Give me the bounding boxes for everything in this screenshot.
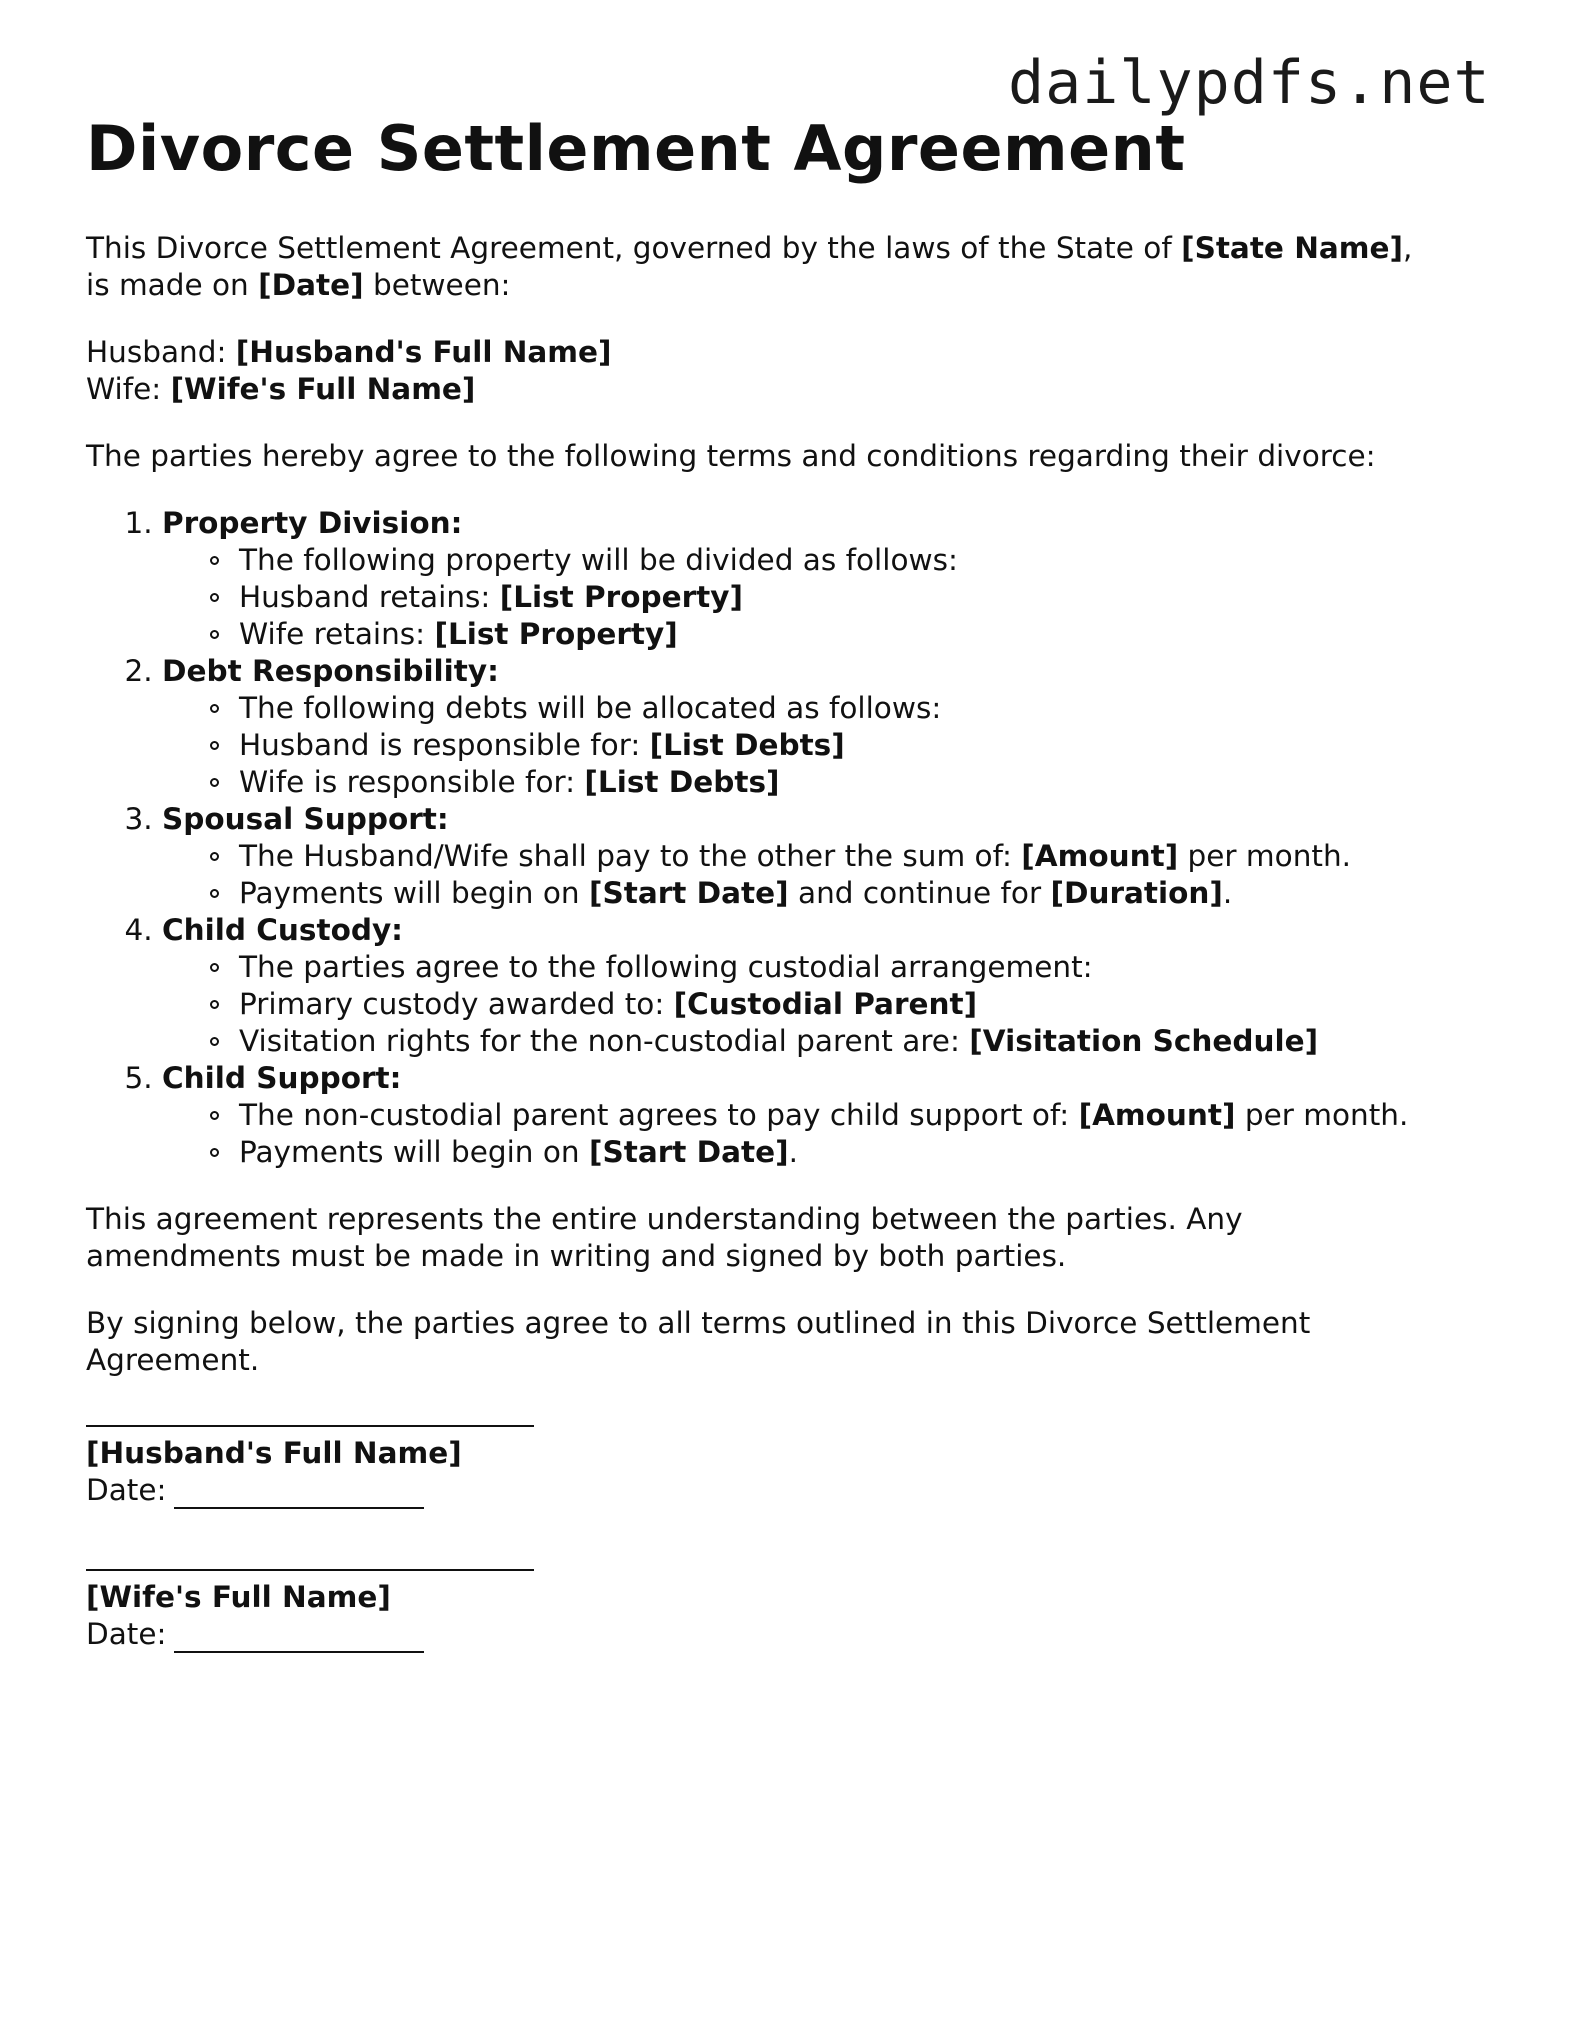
bullet-icon: [210, 778, 219, 787]
intro-paragraph: This Divorce Settlement Agreement, governed by the laws of the State of [State Name], is made on [Date] between:: [86, 231, 1413, 302]
list-item: The following property will be divided as follows:: [162, 542, 1506, 579]
wife-signature-block: [86, 1569, 1506, 1653]
bullet-icon: [210, 704, 219, 713]
wife-name-placeholder: [Wife's Full Name]: [170, 372, 476, 406]
term-debt-responsibility: [162, 653, 1506, 801]
list-item: The Husband/Wife shall pay to the other the sum of: [Amount] per month.: [162, 838, 1506, 875]
list-item: The parties agree to the following custodial arrangement:: [162, 949, 1506, 986]
term-spousal-support: [162, 801, 1506, 912]
list-item: Visitation rights for the non-custodial parent are: [Visitation Schedule]: [162, 1023, 1506, 1060]
list-item: Payments will begin on [Start Date].: [162, 1134, 1506, 1171]
list-item: The following debts will be allocated as follows:: [162, 690, 1506, 727]
term-heading: Child Custody:: [162, 913, 403, 947]
bullet-icon: [210, 1148, 219, 1157]
wife-signature-name: [Wife's Full Name]: [86, 1580, 391, 1614]
document-body: [86, 100, 1506, 1653]
term-child-custody: [162, 912, 1506, 1060]
watermark: dailypdfs.net: [1008, 48, 1491, 118]
term-heading: Child Support:: [162, 1061, 402, 1095]
list-item: Husband retains: [List Property]: [162, 579, 1506, 616]
bullet-icon: [210, 1000, 219, 1009]
list-item: Wife is responsible for: [List Debts]: [162, 764, 1506, 801]
bullet-icon: [210, 741, 219, 750]
signing-paragraph: By signing below, the parties agree to all terms outlined in this Divorce Settlement Agreement.: [86, 1306, 1311, 1377]
list-item: Wife retains: [List Property]: [162, 616, 1506, 653]
bullet-icon: [210, 630, 219, 639]
term-heading: Spousal Support:: [162, 802, 449, 836]
bullet-icon: [210, 556, 219, 565]
bullet-icon: [210, 963, 219, 972]
bullet-icon: [210, 852, 219, 861]
terms-list: [86, 505, 1506, 1171]
husband-signature-name: [Husband's Full Name]: [86, 1436, 462, 1470]
terms-lead: The parties hereby agree to the following terms and conditions regarding their divorce:: [86, 439, 1376, 473]
signature-line[interactable]: [86, 1425, 534, 1427]
husband-date-row: Date:: [86, 1472, 1506, 1509]
state-name-placeholder: [State Name]: [1181, 231, 1404, 265]
date-field[interactable]: [174, 1481, 424, 1509]
wife-date-row: Date:: [86, 1616, 1506, 1653]
bullet-icon: [210, 593, 219, 602]
list-item: Husband is responsible for: [List Debts]: [162, 727, 1506, 764]
bullet-icon: [210, 1111, 219, 1120]
bullet-icon: [210, 1037, 219, 1046]
document-title: Divorce Settlement Agreement: [86, 112, 1186, 185]
husband-name-placeholder: [Husband's Full Name]: [235, 335, 612, 369]
list-item: Primary custody awarded to: [Custodial Parent]: [162, 986, 1506, 1023]
list-item: Payments will begin on [Start Date] and continue for [Duration].: [162, 875, 1506, 912]
husband-signature-block: [86, 1425, 1506, 1509]
date-field[interactable]: [174, 1625, 424, 1653]
signature-line[interactable]: [86, 1569, 534, 1571]
closing-paragraph: This agreement represents the entire understanding between the parties. Any amendments must be made in writing and signed by both parties.: [86, 1202, 1243, 1273]
bullet-icon: [210, 889, 219, 898]
term-child-support: [162, 1060, 1506, 1171]
parties-block: Husband: [Husband's Full Name] Wife: [Wife's Full Name]: [86, 335, 612, 406]
term-property-division: [162, 505, 1506, 653]
term-heading: Property Division:: [162, 506, 463, 540]
date-placeholder: [Date]: [258, 268, 364, 302]
list-item: The non-custodial parent agrees to pay child support of: [Amount] per month.: [162, 1097, 1506, 1134]
term-heading: Debt Responsibility:: [162, 654, 499, 688]
